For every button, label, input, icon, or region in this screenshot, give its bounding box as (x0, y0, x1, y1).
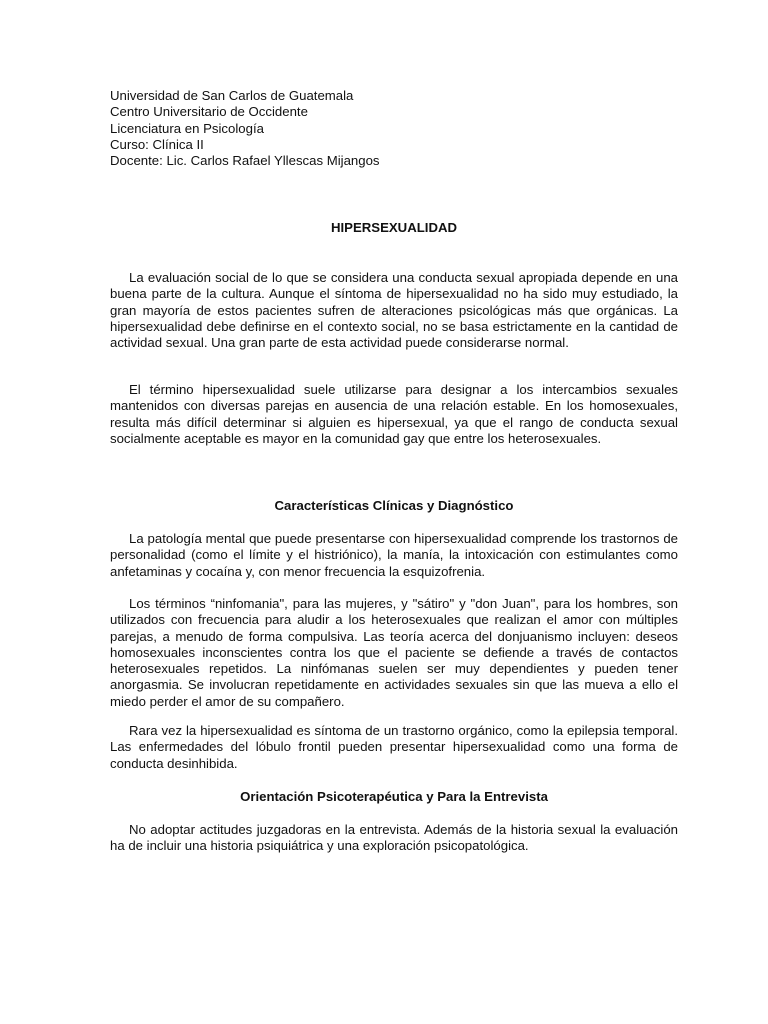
document-header (110, 88, 670, 169)
intro-paragraph-2: El término hipersexualidad suele utilizarse para designar a los intercambios sexuales mantenidos con diversas parejas en ausencia de una relación estable. En los homosexuales, resulta más difícil determinar si alguien es hipersexual, ya que el rango de conducta sexual socialmente aceptable es mayor en la comunidad gay que entre los heterosexuales. (110, 382, 678, 446)
teacher-name: Docente: Lic. Carlos Rafael Yllescas Mijangos (110, 153, 380, 169)
section-heading-orientation: Orientación Psicoterapéutica y Para la Entrevista (240, 789, 548, 804)
clinical-paragraph-3: Rara vez la hipersexualidad es síntoma de un trastorno orgánico, como la epilepsia temporal. Las enfermedades del lóbulo frontil pueden presentar hipersexualidad como una forma de conducta desinhibida. (110, 723, 678, 771)
university-name: Universidad de San Carlos de Guatemala (110, 88, 354, 103)
section-heading-clinical: Características Clínicas y Diagnóstico (274, 498, 514, 513)
intro-paragraph-1: La evaluación social de lo que se considera una conducta sexual apropiada depende en una buena parte de la cultura. Aunque el síntoma de hipersexualidad no ha sido muy estudiado, la gran mayoría de estos pacientes sufren de alteraciones psicológicas más que orgánicas. La hipersexualidad debe definirse en el contexto social, no se basa estrictamente en la cantidad de actividad sexual. Una gran parte de esta actividad puede considerarse normal. (110, 270, 678, 351)
center-name: Centro Universitario de Occidente (110, 104, 308, 120)
course-name: Curso: Clínica II (110, 136, 204, 152)
clinical-paragraph-2: Los términos “ninfomania", para las mujeres, y "sátiro" y "don Juan", para los hombres, son utilizados con frecuencia para aludir a los heterosexuales que realizan el amor con múltiples parejas, a menudo de forma compulsiva. Las teoría acerca del donjuanismo incluyen: deseos homosexuales inconscientes contra los que el paciente se defiende a través de contactos heterosexuales repetidos. La ninfómanas suelen ser muy dependientes y pueden tener anorgasmia. Se involucran repetidamente en actividades sexuales sin que las mueva a ello el miedo perder el amor de su compañero. (110, 596, 678, 709)
orientation-paragraph-1: No adoptar actitudes juzgadoras en la entrevista. Además de la historia sexual la evaluación ha de incluir una historia psiquiátrica y una exploración psicopatológica. (110, 822, 678, 854)
clinical-paragraph-1: La patología mental que puede presentarse con hipersexualidad comprende los trastornos de personalidad (como el límite y el histriónico), la manía, la intoxicación con estimulantes como anfetaminas y cocaína y, con menor frecuencia la esquizofrenia. (110, 531, 678, 579)
degree-name: Licenciatura en Psicología (110, 120, 264, 136)
document-title: HIPERSEXUALIDAD (330, 220, 458, 235)
